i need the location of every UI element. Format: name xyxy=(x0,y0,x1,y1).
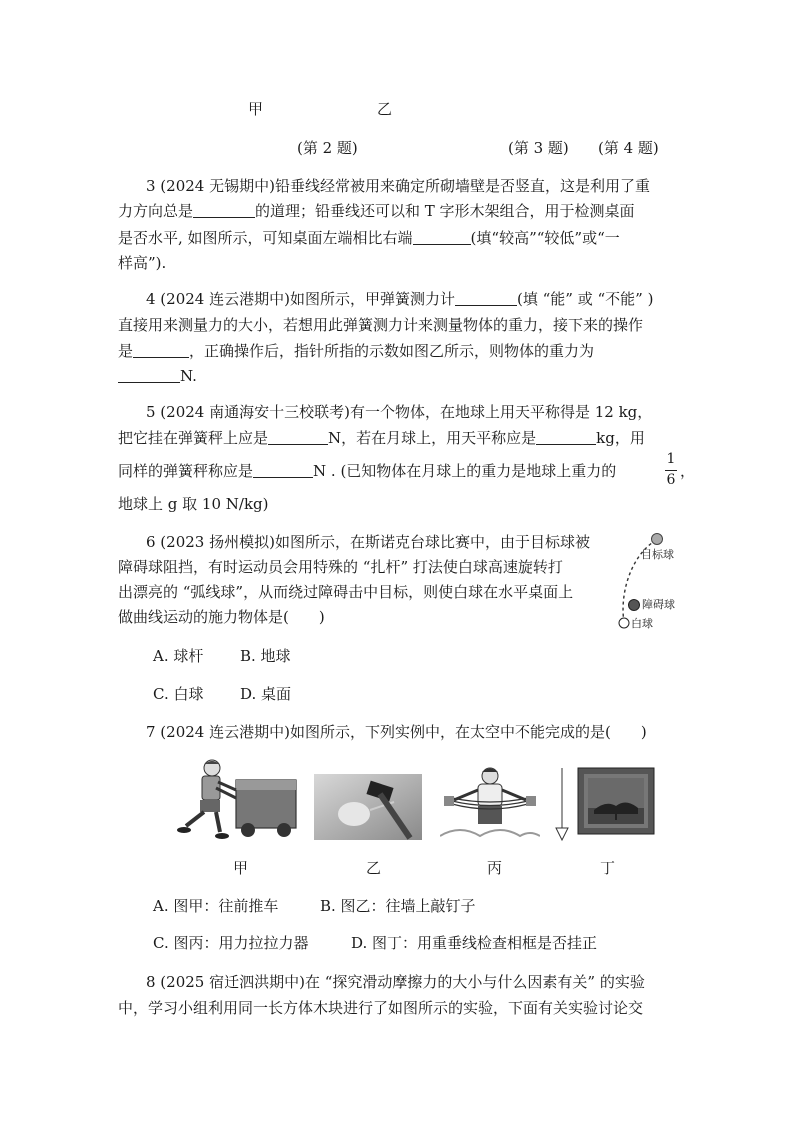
q4-blank-3[interactable] xyxy=(118,368,180,383)
q5-line-3b: N . (已知物体在月球上的重力是地球上重力的 xyxy=(313,462,617,480)
q4-line-1b: (填 “能” 或 “不能” ) xyxy=(516,290,654,308)
q6-line-1: 6 (2023 扬州模拟)如图所示，在斯诺克台球比赛中，由于目标球被 xyxy=(146,533,590,551)
q4-blank-2[interactable] xyxy=(133,343,189,358)
fraction-numerator: 1 xyxy=(666,451,676,467)
snooker-figure xyxy=(608,528,688,632)
obstacle-ball-icon xyxy=(629,600,640,611)
q7-option-b[interactable]: B. 图乙：往墙上敲钉子 xyxy=(320,897,476,915)
q4-line-1a: 4 (2024 连云港期中)如图所示，甲弹簧测力计 xyxy=(146,290,455,308)
white-ball-label: 白球 xyxy=(631,617,653,630)
q5-blank-3[interactable] xyxy=(253,463,313,478)
q6-line-2: 障碍球阻挡，有时运动员会用特殊的 “扎杆” 打法使白球高速旋转打 xyxy=(118,558,563,576)
fraction-separator: ， xyxy=(680,462,696,480)
q5-blank-2[interactable] xyxy=(536,430,596,445)
q8-line-2: 中，学习小组利用同一长方体木块进行了如图所示的实验，下面有关实验讨论交 xyxy=(118,999,644,1017)
q3-blank-2[interactable] xyxy=(413,230,471,245)
q5-line-2a: 把它挂在弹簧秤上应是 xyxy=(118,429,269,447)
q3-line-2b: 的道理；铅垂线还可以和 T 字形木架组合，用于检测桌面 xyxy=(255,202,635,220)
q3-line-3b: (填“较高”“较低”或“一 xyxy=(470,229,620,247)
q6-option-a[interactable]: A. 球杆 xyxy=(153,647,204,665)
q4-line-4-unit: N. xyxy=(180,367,197,385)
q3-line-4: 样高”). xyxy=(118,254,167,272)
figure-push-cart xyxy=(172,758,304,842)
q7-option-a[interactable]: A. 图甲：往前推车 xyxy=(153,897,279,915)
q4-line-4 xyxy=(118,366,197,386)
figure-plumb-frame xyxy=(550,766,656,842)
q5-line-2c: kg，用 xyxy=(596,429,645,447)
q7-line-1: 7 (2024 连云港期中)如图所示，下列实例中，在太空中不能完成的是( ) xyxy=(146,723,647,741)
q5-line-2b: N，若在月球上，用天平称应是 xyxy=(328,429,537,447)
q3-line-1: 3 (2024 无锡期中)铅垂线经常被用来确定所砌墙壁是否竖直，这是利用了重 xyxy=(146,177,650,195)
caption-q4: (第 4 题) xyxy=(598,139,659,157)
q6-line-4: 做曲线运动的施力物体是( ) xyxy=(118,608,325,626)
fraction-bar xyxy=(665,470,677,471)
q5-line-2 xyxy=(118,428,645,448)
q4-line-3b: ，正确操作后，指针所指的示数如图乙所示，则物体的重力为 xyxy=(189,342,595,360)
q3-blank-1[interactable] xyxy=(193,203,255,218)
q4-line-1 xyxy=(146,289,653,309)
q4-line-2: 直接用来测量力的大小，若想用此弹簧测力计来测量物体的重力，接下来的操作 xyxy=(118,316,644,334)
q4-blank-1[interactable] xyxy=(455,291,517,306)
figure-label-jia: 甲 xyxy=(248,100,264,118)
q3-line-3a: 是否水平, 如图所示，可知桌面左端相比右端 xyxy=(118,229,413,247)
q3-line-3 xyxy=(118,228,620,248)
caption-q3: (第 3 题) xyxy=(508,139,569,157)
q7-option-d[interactable]: D. 图丁：用重垂线检查相框是否挂正 xyxy=(351,934,598,952)
figure-chest-expander xyxy=(440,766,540,840)
target-ball-label: 目标球 xyxy=(641,548,674,561)
caption-q2: (第 2 题) xyxy=(297,139,358,157)
fraction-denominator: 6 xyxy=(666,472,676,488)
q5-blank-1[interactable] xyxy=(268,430,328,445)
q7-label-yi: 乙 xyxy=(366,859,382,877)
q6-line-3: 出漂亮的 “弧线球”，从而绕过障碍击中目标，则使白球在水平桌面上 xyxy=(118,583,574,601)
figure-label-yi: 乙 xyxy=(377,100,393,118)
q6-option-c[interactable]: C. 白球 xyxy=(153,685,204,703)
q5-line-3a: 同样的弹簧秤称应是 xyxy=(118,462,254,480)
q7-label-bing: 丙 xyxy=(487,859,503,877)
q7-label-jia: 甲 xyxy=(233,859,249,877)
q4-line-3a: 是 xyxy=(118,342,134,360)
white-ball-icon xyxy=(619,618,629,628)
q7-label-ding: 丁 xyxy=(600,859,616,877)
q8-line-1: 8 (2025 宿迁泗洪期中)在 “探究滑动摩擦力的大小与什么因素有关” 的实验 xyxy=(146,973,645,991)
q7-option-c[interactable]: C. 图丙：用力拉拉力器 xyxy=(153,934,309,952)
q3-line-2a: 力方向总是 xyxy=(118,202,194,220)
obstacle-ball-label: 障碍球 xyxy=(642,598,675,611)
q4-line-3 xyxy=(118,341,594,361)
figure-hammer-nail xyxy=(314,774,422,840)
target-ball-icon xyxy=(652,534,663,545)
q6-option-b[interactable]: B. 地球 xyxy=(240,647,291,665)
q5-line-1: 5 (2024 南通海安十三校联考)有一个物体，在地球上用天平称得是 12 kg， xyxy=(146,403,653,421)
q3-line-2 xyxy=(118,201,635,221)
q5-line-3 xyxy=(118,461,616,481)
q6-option-d[interactable]: D. 桌面 xyxy=(240,685,292,703)
q5-line-4: 地球上 g 取 10 N/kg) xyxy=(118,495,269,513)
